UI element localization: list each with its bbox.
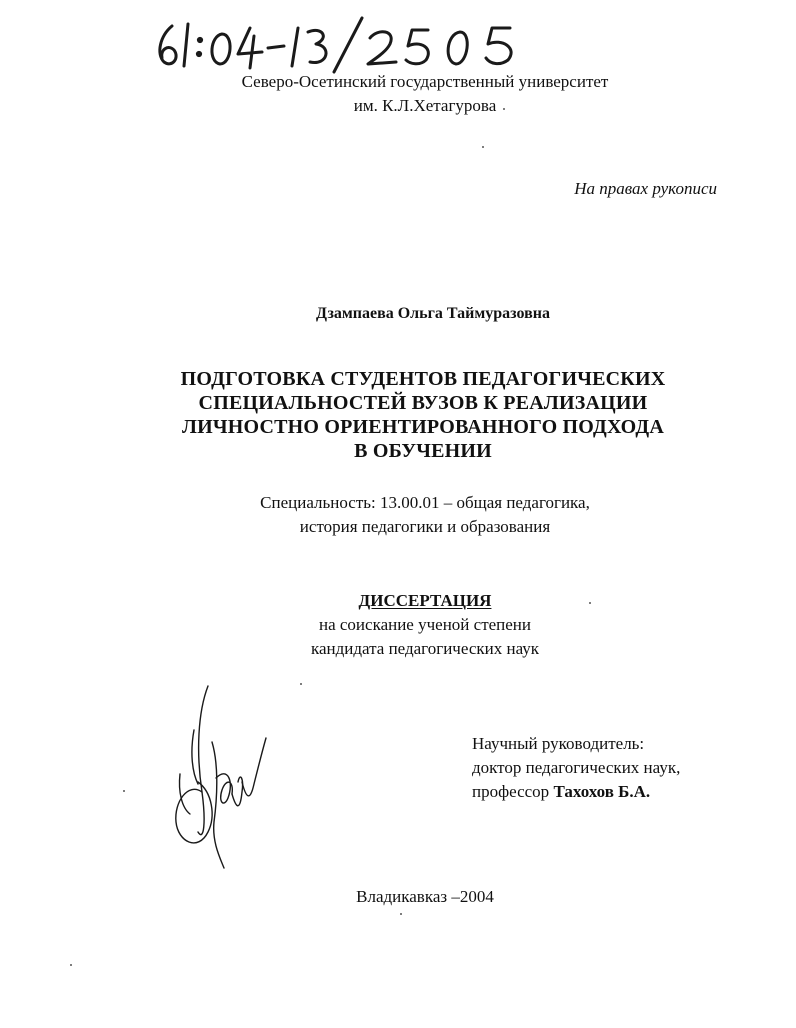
signature	[168, 682, 278, 872]
dissertation-title	[133, 367, 713, 463]
city-year: Владикавказ –2004	[356, 887, 494, 906]
title-line: СПЕЦИАЛЬНОСТЕЙ ВУЗОВ К РЕАЛИЗАЦИИ	[198, 392, 648, 414]
dissertation-block	[200, 589, 650, 661]
scan-speck	[400, 913, 402, 915]
scan-speck	[589, 602, 591, 604]
scan-speck	[503, 108, 505, 110]
scan-speck	[123, 790, 125, 792]
university-honorific: им. К.Л.Хетагурова	[353, 96, 497, 115]
scan-speck	[300, 683, 302, 685]
degree-purpose: на соискание ученой степени	[318, 615, 532, 634]
supervisor-label: Научный руководитель:	[472, 734, 645, 753]
title-line: ПОДГОТОВКА СТУДЕНТОВ ПЕДАГОГИЧЕСКИХ	[180, 368, 666, 390]
supervisor-name: Тахохов Б.А.	[553, 782, 651, 801]
university-block	[200, 70, 650, 118]
supervisor-block	[472, 732, 782, 804]
author-name: Дзампаева Ольга Таймуразовна	[316, 305, 550, 322]
title-line: ЛИЧНОСТНО ОРИЕНТИРОВАННОГО ПОДХОДА	[181, 416, 664, 438]
dissertation-heading: ДИССЕРТАЦИЯ	[358, 591, 492, 610]
supervisor-degree: доктор педагогических наук,	[472, 758, 681, 777]
scan-speck	[482, 146, 484, 148]
supervisor-line	[472, 780, 782, 804]
specialty-block	[200, 491, 650, 539]
archive-stamp-handwritten	[150, 14, 540, 74]
manuscript-rights-note: На правах рукописи	[574, 179, 717, 198]
specialty-name: история педагогики и образования	[299, 517, 551, 536]
scan-speck	[70, 964, 72, 966]
degree-name: кандидата педагогических наук	[310, 639, 540, 658]
supervisor-rank: профессор	[472, 782, 550, 801]
university-name: Северо-Осетинский государственный университет	[241, 72, 609, 91]
title-line: В ОБУЧЕНИИ	[354, 440, 492, 462]
specialty-code: Специальность: 13.00.01 – общая педагогика,	[260, 493, 590, 512]
